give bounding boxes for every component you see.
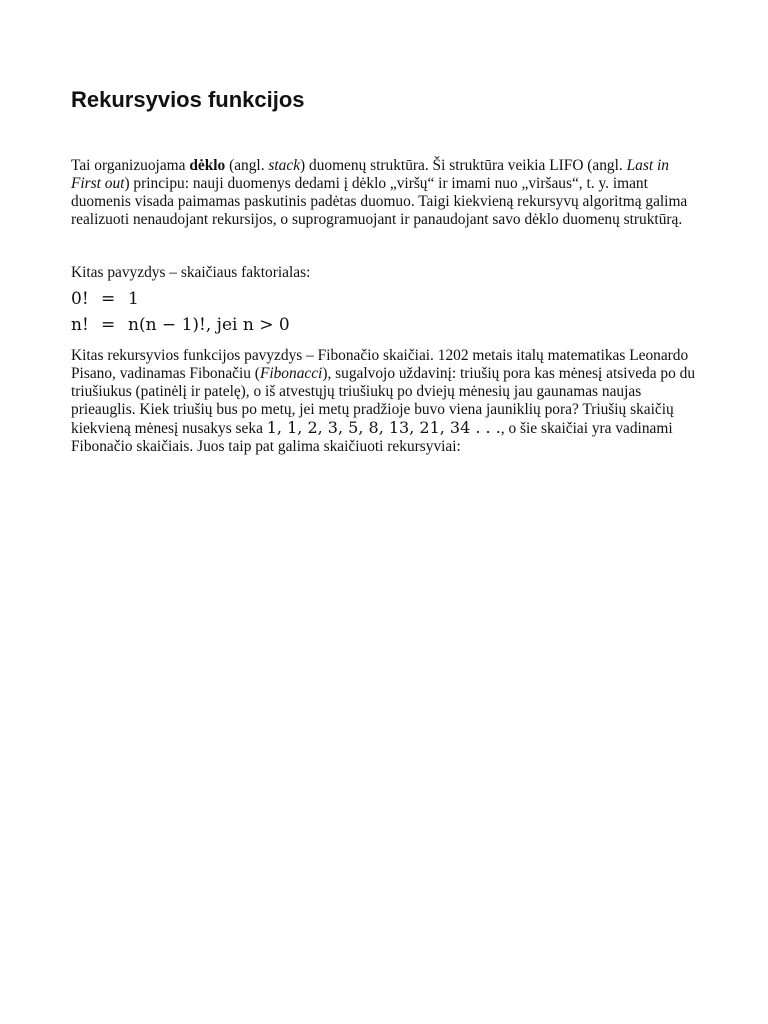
p3-text-2: ), sugalvojo uždavinį: triušių pora kas mėnesį atsiveda po du triušiukus (patinėlį ir patelę), o iš atvestųjų triušiukų po dviejų mėnesių jau gaunamas naujas prieauglis. Kiek triušių bus po metų, jei metų pradžioje buvo viena jauniklių pora? Triušių skaičių kiekvieną mėnesį nusakys seka [71,365,696,437]
p1-term-lifo: Last in First out [71,157,669,192]
paragraph-fibonacci [71,347,701,456]
formula-row-recursive-lhs: n! [71,315,89,335]
p1-term-stack: stack [268,157,301,174]
p1-text-4: ) principu: nauji duomenys dedami į dėklo „viršų“ ir imami nuo „viršaus“, t. y. imant duomenis visada paimamas paskutinis padėtas duomuo. Taigi kiekvieną rekursyvų algoritmą galima realizuoti nenaudojant rekursijos, o suprogramuojant ir panaudojant savo dėklo duomenų struktūrą. [71,175,688,228]
section-title: Rekursyvios funkcijos [71,87,305,112]
p3-text-3: , o šie skaičiai yra vadinami Fibonačio skaičiais. Juos taip pat galima skaičiuoti rekursyviai: [71,420,673,455]
formula-row-recursive-rhs: n(n − 1)!, jei n > 0 [128,315,290,335]
fibonacci-sequence: 1, 1, 2, 3, 5, 8, 13, 21, 34 . . . [266,418,501,437]
p1-term-deklo: dėklo [189,157,226,174]
p1-text-1: Tai organizuojama [71,157,190,174]
paragraph-factorial-intro: Kitas pavyzdys – skaičiaus faktorialas: [71,264,311,281]
p1-text-3: ) duomenų struktūra. Ši struktūra veikia LIFO (angl. [300,157,627,174]
p3-term-fibonacci: Fibonacci [259,365,323,382]
p1-text-2: (angl. [225,157,269,174]
formula-row-recursive-eq: = [101,315,116,335]
formula-row-base-eq: = [101,289,116,309]
formula-row-base-lhs: 0! [71,289,89,309]
paragraph-stack [71,157,701,229]
p3-text-1: Kitas rekursyvios funkcijos pavyzdys – Fibonačio skaičiai. 1202 metais italų matematikas Leonardo Pisano, vadinamas Fibonačiu ( [71,347,689,382]
formula-row-base-rhs: 1 [128,289,139,309]
